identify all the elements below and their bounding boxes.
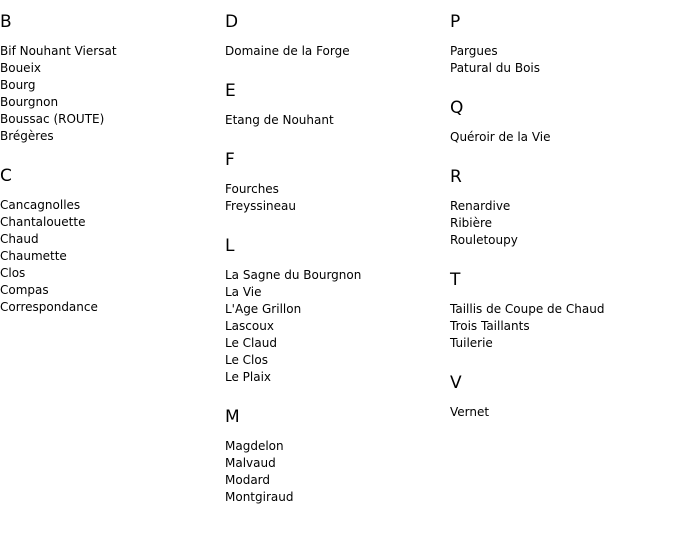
entry-list — [225, 267, 450, 386]
stop-link[interactable]: Montgiraud — [225, 490, 294, 504]
stop-link[interactable]: La Vie — [225, 285, 262, 299]
stop-link[interactable]: Lascoux — [225, 319, 274, 333]
letter-heading: D — [225, 12, 239, 32]
stop-link[interactable]: Modard — [225, 473, 271, 487]
entry-list — [0, 43, 225, 145]
letter-group — [450, 373, 675, 421]
entry-list — [0, 197, 225, 316]
stop-link[interactable]: Quéroir de la Vie — [450, 130, 551, 144]
letter-heading: F — [225, 150, 235, 170]
entry-list — [450, 129, 675, 146]
stop-link[interactable]: Fourches — [225, 182, 279, 196]
stop-link[interactable]: Correspondance — [0, 300, 98, 314]
letter-heading: R — [450, 167, 462, 187]
stop-link[interactable]: Freyssineau — [225, 199, 296, 213]
stop-link[interactable]: Tuilerie — [450, 336, 493, 350]
stop-link[interactable]: Bourg — [0, 78, 36, 92]
letter-heading: Q — [450, 98, 464, 118]
stop-link[interactable]: Boueix — [0, 61, 41, 75]
stop-link[interactable]: Rouletoupy — [450, 233, 518, 247]
letter-group — [225, 12, 450, 60]
entry-list — [225, 43, 450, 60]
entry-list — [225, 181, 450, 215]
letter-heading: T — [450, 270, 461, 290]
entry-list — [225, 438, 450, 506]
letter-group — [225, 150, 450, 215]
index-column-1 — [0, 12, 225, 316]
entry-list — [225, 112, 450, 129]
stop-link[interactable]: Pargues — [450, 44, 498, 58]
index-column-3 — [450, 12, 675, 421]
stop-link[interactable]: Ribière — [450, 216, 493, 230]
stop-link[interactable]: Le Claud — [225, 336, 277, 350]
letter-group — [450, 270, 675, 352]
letter-heading: L — [225, 236, 235, 256]
entry-list — [450, 301, 675, 352]
letter-group — [225, 236, 450, 386]
letter-heading: E — [225, 81, 236, 101]
stop-link[interactable]: Trois Taillants — [450, 319, 530, 333]
entry-list — [450, 404, 675, 421]
stop-link[interactable]: Renardive — [450, 199, 511, 213]
stop-link[interactable]: Cancagnolles — [0, 198, 81, 212]
stop-link[interactable]: Le Plaix — [225, 370, 272, 384]
stop-link[interactable]: Domaine de la Forge — [225, 44, 350, 58]
stop-link[interactable]: La Sagne du Bourgnon — [225, 268, 362, 282]
entry-list — [450, 198, 675, 249]
stop-link[interactable]: Malvaud — [225, 456, 276, 470]
stop-link[interactable]: Bif Nouhant Viersat — [0, 44, 117, 58]
stop-link[interactable]: Patural du Bois — [450, 61, 540, 75]
stop-link[interactable]: Bourgnon — [0, 95, 59, 109]
stop-link[interactable]: Etang de Nouhant — [225, 113, 334, 127]
stop-link[interactable]: Le Clos — [225, 353, 268, 367]
stop-link[interactable]: Magdelon — [225, 439, 284, 453]
letter-group — [450, 98, 675, 146]
entry-list — [450, 43, 675, 77]
letter-group — [0, 166, 225, 316]
letter-group — [450, 167, 675, 249]
stop-link[interactable]: Chaumette — [0, 249, 67, 263]
letter-heading: C — [0, 166, 12, 186]
letter-heading: M — [225, 407, 240, 427]
stop-link[interactable]: Compas — [0, 283, 49, 297]
stop-link[interactable]: Brégères — [0, 129, 54, 143]
stop-link[interactable]: Chantalouette — [0, 215, 86, 229]
index-column-2 — [225, 12, 450, 506]
letter-heading: P — [450, 12, 461, 32]
letter-heading: V — [450, 373, 462, 393]
letter-group — [225, 407, 450, 506]
letter-group — [0, 12, 225, 145]
letter-group — [450, 12, 675, 77]
stop-link[interactable]: L'Age Grillon — [225, 302, 302, 316]
stop-link[interactable]: Taillis de Coupe de Chaud — [450, 302, 605, 316]
stop-link[interactable]: Vernet — [450, 405, 490, 419]
letter-heading: B — [0, 12, 12, 32]
stop-link[interactable]: Boussac (ROUTE) — [0, 112, 105, 126]
letter-group — [225, 81, 450, 129]
stop-link[interactable]: Chaud — [0, 232, 39, 246]
stop-link[interactable]: Clos — [0, 266, 26, 280]
